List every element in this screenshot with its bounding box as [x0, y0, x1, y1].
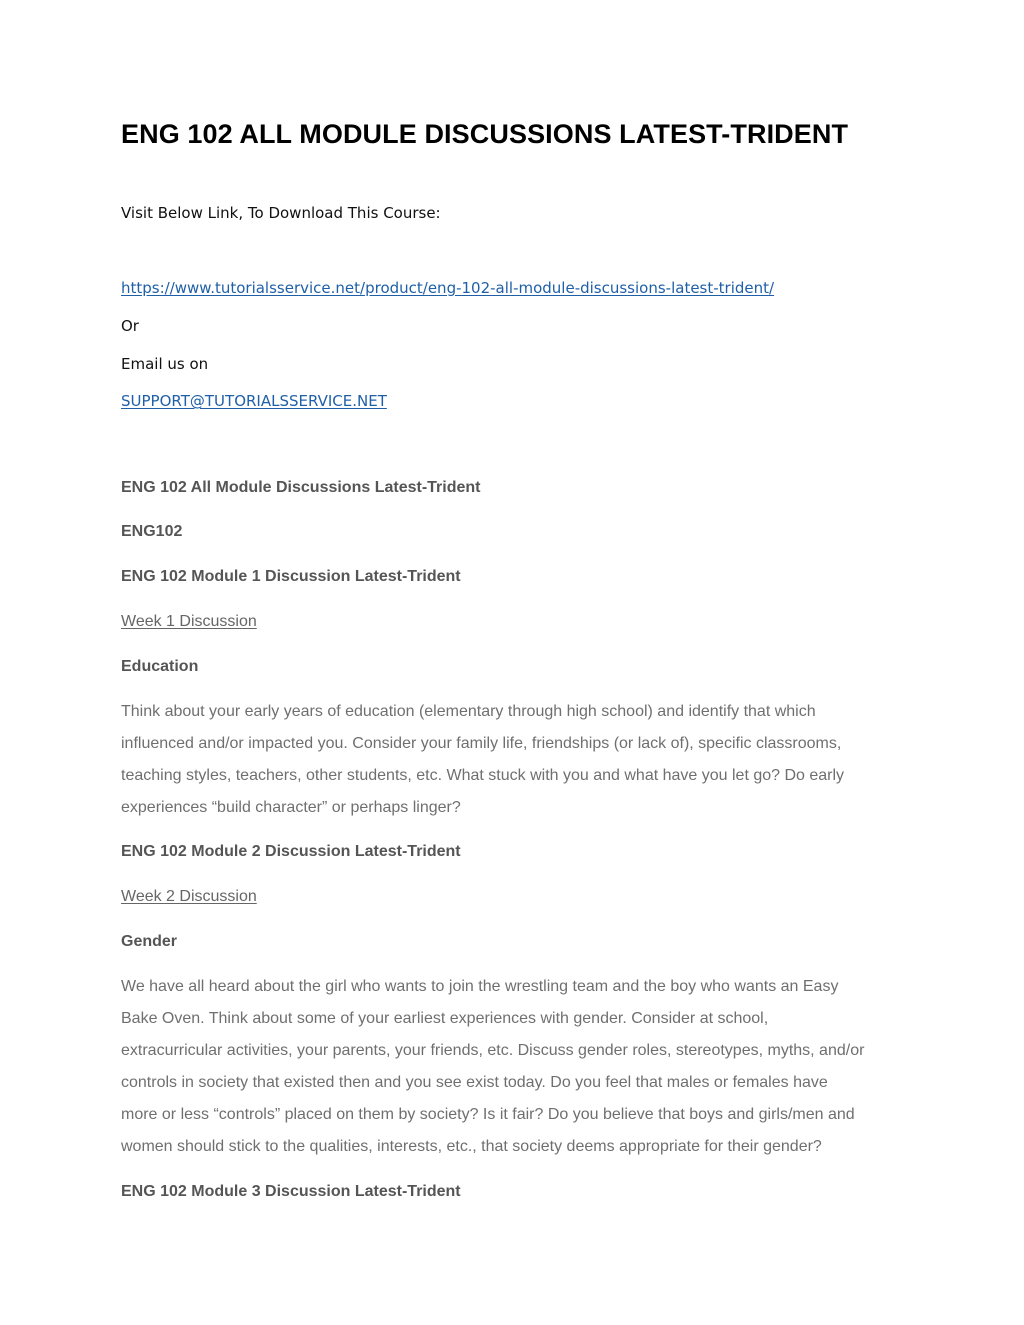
paragraph-line: women should stick to the qualities, interests, etc., that society deems appropriate for their gender?: [121, 1138, 822, 1155]
paragraph-line: extracurricular activities, your parents, your friends, etc. Discuss gender roles, stereotypes, myths, and/or: [121, 1042, 865, 1059]
module-2-heading: ENG 102 Module 2 Discussion Latest-Trident: [121, 843, 461, 860]
module-2-paragraph: [121, 971, 911, 1163]
paragraph-line: more or less “controls” placed on them by society? Is it fair? Do you believe that boys and girls/men and: [121, 1106, 855, 1123]
module-3-heading: ENG 102 Module 3 Discussion Latest-Trident: [121, 1183, 461, 1200]
document-title: ENG 102 ALL MODULE DISCUSSIONS LATEST-TRIDENT: [121, 119, 849, 149]
week-1-discussion-link[interactable]: Week 1 Discussion: [121, 613, 257, 630]
visit-instruction: Visit Below Link, To Download This Course:: [121, 204, 441, 222]
support-email-link[interactable]: SUPPORT@TUTORIALSSERVICE.NET: [121, 392, 387, 410]
module-1-heading: ENG 102 Module 1 Discussion Latest-Trident: [121, 568, 461, 585]
email-label: Email us on: [121, 355, 209, 373]
paragraph-line: teaching styles, teachers, other students, etc. What stuck with you and what have you let go? Do early: [121, 767, 845, 784]
course-heading: ENG 102 All Module Discussions Latest-Trident: [121, 479, 481, 496]
module-2-topic: Gender: [121, 933, 178, 950]
module-1-topic: Education: [121, 658, 199, 675]
or-text: Or: [121, 317, 139, 335]
week-2-discussion-link[interactable]: Week 2 Discussion: [121, 888, 257, 905]
paragraph-line: experiences “build character” or perhaps linger?: [121, 799, 461, 816]
module-1-paragraph: [121, 696, 911, 824]
paragraph-line: controls in society that existed then and you see exist today. Do you feel that males or females have: [121, 1074, 828, 1091]
paragraph-line: Think about your early years of education (elementary through high school) and identify that which: [121, 703, 816, 720]
course-code: ENG102: [121, 523, 183, 540]
product-link[interactable]: https://www.tutorialsservice.net/product/eng-102-all-module-discussions-latest-trident/: [121, 279, 775, 297]
paragraph-line: We have all heard about the girl who wants to join the wrestling team and the boy who wants an Easy: [121, 978, 839, 995]
paragraph-line: Bake Oven. Think about some of your earliest experiences with gender. Consider at school,: [121, 1010, 769, 1027]
paragraph-line: influenced and/or impacted you. Consider your family life, friendships (or lack of), specific classrooms,: [121, 735, 842, 752]
